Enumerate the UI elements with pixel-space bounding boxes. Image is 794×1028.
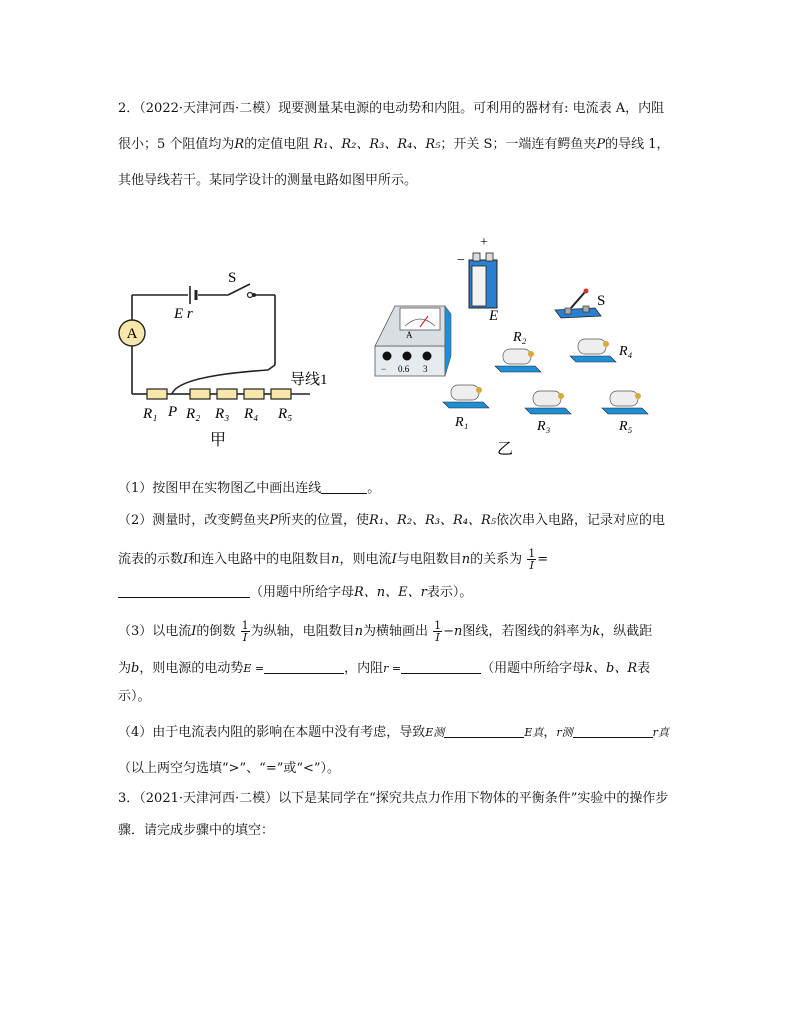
resistor-r5 — [271, 389, 291, 399]
q3-line2: 骤．请完成步骤中的填空： — [118, 823, 275, 838]
wire1-label: 导线1 — [290, 372, 328, 388]
answer-blank-emf[interactable] — [264, 661, 344, 674]
battery-plus-sign: + — [480, 235, 488, 250]
resistor-device-r5 — [602, 391, 648, 414]
battery-minus-sign: − — [457, 253, 465, 268]
terminal-minus: − — [381, 364, 387, 374]
yi-label-r2: R₂ — [513, 330, 527, 345]
resistor-r3 — [217, 389, 237, 399]
q3-line1: 3．（2021·天津河西·二模）以下是某同学在“探究共点力作用下物体的平衡条件”实验中的操作步 — [118, 791, 669, 806]
q2-sub3-line3: 示）。 — [118, 689, 151, 704]
circuit-diagram-jia — [110, 270, 360, 455]
yi-label-r3: R₃ — [537, 419, 551, 434]
resistor-device-r2 — [495, 349, 541, 372]
switch-label: S — [228, 270, 237, 286]
resistor-device-r4 — [570, 339, 616, 362]
q2-line3: 其他导线若干。某同学设计的测量电路如图甲所示。 — [118, 173, 418, 188]
resistor-r1 — [147, 389, 167, 399]
terminal-0-6: 0.6 — [398, 364, 410, 374]
knife-switch — [555, 289, 601, 319]
fraction-1-over-i: $\frac{1}{I}$ — [528, 547, 536, 572]
ammeter-label: A — [126, 326, 138, 342]
resistor-list: R₁、R₂、R₃、R₄、R₅ — [313, 137, 441, 152]
battery-label: E r — [174, 306, 193, 322]
answer-blank-r[interactable] — [401, 661, 481, 674]
answer-blank-2[interactable] — [118, 585, 250, 598]
battery-cell — [469, 253, 497, 308]
resistor-device-r1 — [443, 385, 489, 408]
answer-blank-e-compare[interactable] — [444, 725, 524, 738]
q2-sub2-line2: 流表的示数I和连入电路中的电阻数目n，则电流I与电阻数目n的关系为 $\frac{1}{I}$ = — [118, 547, 549, 572]
fraction-1-over-i-2: $\frac{1}{I}$ — [241, 619, 249, 644]
q2-line2: 很小；5 个阻值均为R的定值电阻 R₁、R₂、R₃、R₄、R₅；开关 S；一端连有鳄鱼夹P的导线 1， — [118, 137, 670, 152]
caption-yi: 乙 — [497, 441, 514, 458]
label-p: P — [168, 404, 178, 420]
resistor-r4 — [244, 389, 264, 399]
fraction-1-over-i-3: $\frac{1}{I}$ — [434, 619, 442, 644]
yi-label-r1: R₁ — [455, 415, 469, 430]
ammeter-device — [375, 306, 451, 376]
answer-blank-r-compare[interactable] — [573, 725, 653, 738]
q2-sub2-line3: （用题中所给字母R、n、E、r表示）。 — [118, 584, 678, 602]
q2-line1: 2．（2022·天津河西·二模）现要测量某电源的电动势和内阻。可利用的器材有: 电流表 A，内阻 — [118, 101, 665, 116]
switch-label-s: S — [597, 293, 606, 309]
q2-sub3-line1: （3）以电流I的倒数 $\frac{1}{I}$ 为纵轴，电阻数目n为横轴画出 $\frac{1}{I}$ −n图线，若图线的斜率为k，纵截距 — [118, 619, 653, 644]
yi-label-r4: R₄ — [619, 344, 633, 359]
q2-sub4-line1: （4）由于电流表内阻的影响在本题中没有考虑，导致E测 E真，r测 r真 — [118, 725, 669, 740]
resistor-r2 — [190, 389, 210, 399]
label-r5: R₅ — [278, 406, 293, 422]
q2-sub3-line2: 为b，则电源的电动势E = ，内阻r = （用题中所给字母k、b、R表 — [118, 661, 651, 676]
q2-sub1: （1）按图甲在实物图乙中画出连线 。 — [118, 481, 381, 496]
label-r4: R₄ — [244, 406, 259, 422]
terminal-3: 3 — [423, 364, 428, 374]
yi-label-r5: R₅ — [619, 419, 633, 434]
q2-sub4-note: （以上两空匀选填“>”、“=”或“<”）。 — [118, 761, 341, 776]
answer-blank-1[interactable] — [321, 481, 367, 494]
apparatus-diagram-yi — [365, 228, 665, 460]
q2-sub2-line1: （2）测量时，改变鳄鱼夹P所夹的位置，使R₁、R₂、R₃、R₄、R₅依次串入电路，记录对应的电 — [118, 513, 666, 528]
label-r1: R₁ — [143, 406, 158, 422]
ammeter-face-letter: A — [406, 330, 413, 340]
caption-jia: 甲 — [210, 432, 227, 449]
resistor-device-r3 — [525, 391, 571, 414]
label-r2: R₂ — [186, 406, 201, 422]
label-r3: R₃ — [215, 406, 230, 422]
battery-label-e: E — [489, 308, 499, 324]
